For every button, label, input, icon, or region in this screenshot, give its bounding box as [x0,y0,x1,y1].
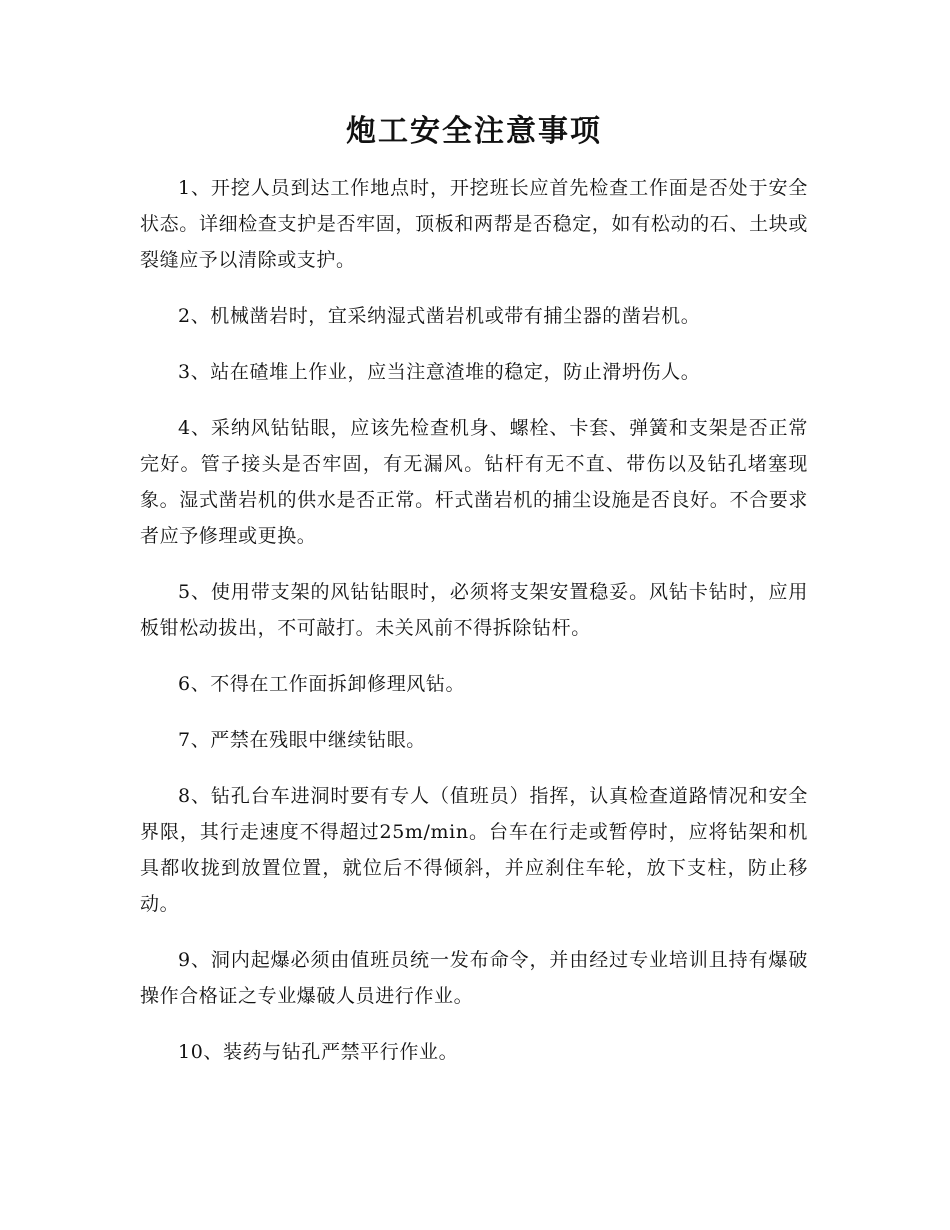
document-page [140,108,808,1090]
document-title: 炮工安全注意事项 [346,114,602,149]
paragraph-10: 10、装药与钻孔严禁平行作业。 [178,1041,459,1063]
paragraph-7: 7、严禁在残眼中继续钻眼。 [178,729,426,751]
paragraph-1: 1、开挖人员到达工作地点时，开挖班长应首先检查工作面是否处于安全状态。详细检查支护是否牢固，顶板和两帮是否稳定，如有松动的石、土块或裂缝应予以清除或支护。 [140,177,808,271]
paragraph-5: 5、使用带支架的风钻钻眼时，必须将支架安置稳妥。风钻卡钻时，应用板钳松动拔出，不可敲打。未关风前不得拆除钻杆。 [140,581,808,639]
paragraph-2: 2、机械凿岩时，宜采纳湿式凿岩机或带有捕尘器的凿岩机。 [178,305,701,327]
paragraph-6: 6、不得在工作面拆卸修理风钻。 [178,673,466,695]
paragraph-4: 4、采纳风钻钻眼，应该先检查机身、螺栓、卡套、弹簧和支架是否正常完好。管子接头是否牢固，有无漏风。钻杆有无不直、带伤以及钻孔堵塞现象。湿式凿岩机的供水是否正常。杆式凿岩机的捕尘设施是否良好。不合要求者应予修理或更换。 [140,417,808,547]
paragraph-9: 9、洞内起爆必须由值班员统一发布命令，并由经过专业培训且持有爆破操作合格证之专业爆破人员进行作业。 [140,949,808,1007]
paragraph-3: 3、站在碴堆上作业，应当注意渣堆的稳定，防止滑坍伤人。 [178,361,701,383]
paragraph-8: 8、钻孔台车进洞时要有专人（值班员）指挥，认真检查道路情况和安全界限，其行走速度不得超过25m/min。台车在行走或暂停时，应将钻架和机具都收拢到放置位置，就位后不得倾斜，并应刹住车轮，放下支柱，防止移动。 [140,785,808,915]
